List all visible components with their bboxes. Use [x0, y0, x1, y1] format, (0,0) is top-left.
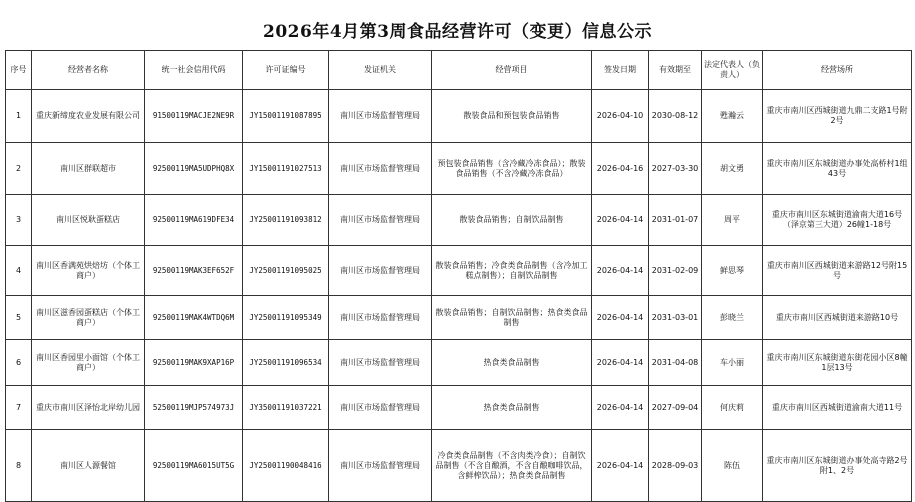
cell-credit-code: 92500119MAK3EF652F: [145, 246, 243, 296]
cell-issue-date: 2026-04-16: [592, 143, 649, 195]
cell-address: 重庆市南川区西城街道来游路10号: [763, 296, 912, 340]
cell-no: 7: [6, 386, 32, 430]
cell-authority: 南川区市场监督管理局: [329, 430, 432, 502]
cell-license-no: JY15001191027513: [243, 143, 329, 195]
cell-name: 南川区悦耿蛋糕店: [32, 195, 145, 246]
cell-license-no: JY25001191095349: [243, 296, 329, 340]
cell-name: 南川区香满苑烘焙坊（个体工商户）: [32, 246, 145, 296]
cell-address: 重庆市南川区西城街道九鼎二支路1号附2号: [763, 90, 912, 143]
cell-license-no: JY25001190048416: [243, 430, 329, 502]
cell-no: 1: [6, 90, 32, 143]
cell-expire-date: 2028-09-03: [649, 430, 702, 502]
cell-items: 散装食品销售；冷食类食品制售（含冷加工糕点制售）；自制饮品制售: [432, 246, 592, 296]
col-header-items: 经营项目: [432, 51, 592, 90]
cell-expire-date: 2031-02-09: [649, 246, 702, 296]
cell-expire-date: 2027-03-30: [649, 143, 702, 195]
cell-address: 重庆市南川区东城街道办事处高寺路2号附1、2号: [763, 430, 912, 502]
license-table: [5, 50, 912, 502]
table-row: [6, 143, 912, 195]
table-row: [6, 296, 912, 340]
col-header-legal-person: 法定代表人（负责人）: [702, 51, 763, 90]
cell-no: 5: [6, 296, 32, 340]
cell-credit-code: 52500119MJP574973J: [145, 386, 243, 430]
cell-authority: 南川区市场监督管理局: [329, 386, 432, 430]
cell-license-no: JY25001191093812: [243, 195, 329, 246]
cell-credit-code: 91500119MACJE2NE9R: [145, 90, 243, 143]
cell-address: 重庆市南川区西城街道渝南大道11号: [763, 386, 912, 430]
cell-legal-person: 何庆莉: [702, 386, 763, 430]
col-header-issue-date: 签发日期: [592, 51, 649, 90]
cell-no: 4: [6, 246, 32, 296]
cell-license-no: JY15001191087895: [243, 90, 329, 143]
table-row: [6, 430, 912, 502]
cell-credit-code: 92500119MA5UDPHQ8X: [145, 143, 243, 195]
col-header-license-no: 许可证编号: [243, 51, 329, 90]
cell-address: 重庆市南川区东城街道东街花园小区8幢1层13号: [763, 340, 912, 386]
cell-license-no: JY25001191096534: [243, 340, 329, 386]
cell-name: 南川区人源餐馆: [32, 430, 145, 502]
cell-authority: 南川区市场监督管理局: [329, 296, 432, 340]
cell-no: 2: [6, 143, 32, 195]
cell-credit-code: 92500119MA6015UT5G: [145, 430, 243, 502]
cell-authority: 南川区市场监督管理局: [329, 340, 432, 386]
cell-legal-person: 周平: [702, 195, 763, 246]
col-header-credit-code: 统一社会信用代码: [145, 51, 243, 90]
cell-issue-date: 2026-04-14: [592, 340, 649, 386]
cell-name: 重庆新缔度农业发展有限公司: [32, 90, 145, 143]
cell-authority: 南川区市场监督管理局: [329, 195, 432, 246]
cell-legal-person: 胡文勇: [702, 143, 763, 195]
cell-legal-person: 陈伍: [702, 430, 763, 502]
cell-issue-date: 2026-04-10: [592, 90, 649, 143]
cell-license-no: JY35001191037221: [243, 386, 329, 430]
cell-authority: 南川区市场监督管理局: [329, 90, 432, 143]
table-row: [6, 246, 912, 296]
cell-no: 8: [6, 430, 32, 502]
cell-expire-date: 2027-09-04: [649, 386, 702, 430]
cell-issue-date: 2026-04-14: [592, 296, 649, 340]
col-header-name: 经营者名称: [32, 51, 145, 90]
cell-expire-date: 2031-04-08: [649, 340, 702, 386]
cell-items: 散装食品销售；自制饮品制售: [432, 195, 592, 246]
table-row: [6, 90, 912, 143]
cell-address: 重庆市南川区东城街道渝南大道16号（泽京第三大道）26幢1-18号: [763, 195, 912, 246]
cell-items: 热食类食品制售: [432, 386, 592, 430]
cell-expire-date: 2031-03-01: [649, 296, 702, 340]
page-title: 2026年4月第3周食品经营许可（变更）信息公示: [263, 22, 652, 42]
cell-name: 南川区群联超市: [32, 143, 145, 195]
col-header-expire-date: 有效期至: [649, 51, 702, 90]
cell-address: 重庆市南川区西城街道来游路12号附15号: [763, 246, 912, 296]
cell-credit-code: 92500119MA619DFE34: [145, 195, 243, 246]
cell-issue-date: 2026-04-14: [592, 386, 649, 430]
cell-authority: 南川区市场监督管理局: [329, 246, 432, 296]
cell-issue-date: 2026-04-14: [592, 430, 649, 502]
cell-name: 南川区香园里小面馆（个体工商户）: [32, 340, 145, 386]
cell-expire-date: 2030-08-12: [649, 90, 702, 143]
table-row: [6, 195, 912, 246]
cell-no: 3: [6, 195, 32, 246]
cell-items: 热食类食品制售: [432, 340, 592, 386]
cell-items: 预包装食品销售（含冷藏冷冻食品）；散装食品销售（不含冷藏冷冻食品）: [432, 143, 592, 195]
cell-legal-person: 彭晓兰: [702, 296, 763, 340]
cell-items: 散装食品和预包装食品销售: [432, 90, 592, 143]
cell-name: 重庆市南川区泽怡北岸幼儿园: [32, 386, 145, 430]
cell-legal-person: 车小丽: [702, 340, 763, 386]
cell-legal-person: 甦瀚云: [702, 90, 763, 143]
cell-legal-person: 鲜思琴: [702, 246, 763, 296]
cell-issue-date: 2026-04-14: [592, 246, 649, 296]
col-header-address: 经营场所: [763, 51, 912, 90]
cell-items: 散装食品销售；自制饮品制售；热食类食品制售: [432, 296, 592, 340]
cell-authority: 南川区市场监督管理局: [329, 143, 432, 195]
col-header-no: 序号: [6, 51, 32, 90]
cell-license-no: JY25001191095025: [243, 246, 329, 296]
header-row: [6, 51, 912, 90]
cell-credit-code: 92500119MAK4WTDQ6M: [145, 296, 243, 340]
cell-name: 南川区滋香园蛋糕店（个体工商户）: [32, 296, 145, 340]
cell-expire-date: 2031-01-07: [649, 195, 702, 246]
col-header-authority: 发证机关: [329, 51, 432, 90]
table-row: [6, 340, 912, 386]
cell-no: 6: [6, 340, 32, 386]
cell-issue-date: 2026-04-14: [592, 195, 649, 246]
cell-address: 重庆市南川区东城街道办事处高桥村1组43号: [763, 143, 912, 195]
cell-credit-code: 92500119MAK9XAP16P: [145, 340, 243, 386]
table-row: [6, 386, 912, 430]
cell-items: 冷食类食品制售（不含肉类冷食）；自制饮品制售（不含自酿酒，不含自酿咖啡饮品，含鲜榨饮品）；热食类食品制售: [432, 430, 592, 502]
